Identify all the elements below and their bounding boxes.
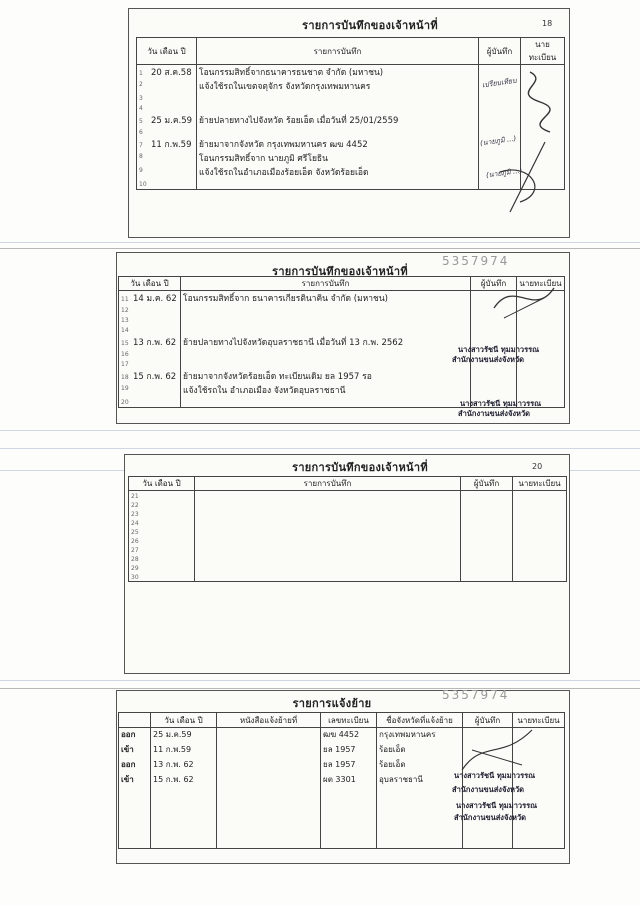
table-row [129,509,567,518]
row-date-cell [137,113,197,127]
section-4-serial: 5357974 [442,688,510,702]
row-number: 8 [139,153,143,160]
move-province [377,818,463,833]
row-number: 2 [139,81,143,88]
row-number: 20 [121,399,129,406]
row-registrar-cell [513,572,567,582]
row-recorder-cell [461,509,513,518]
row-date-cell [119,325,181,335]
move-date: 15 ก.พ. 62 [151,773,217,788]
row-date-cell [119,369,181,383]
section-2-serial: 5357974 [442,254,510,268]
row-date-cell [129,500,195,509]
row-number: 4 [139,105,143,112]
move-letter [217,833,321,849]
table-row [119,369,565,383]
move-province [377,833,463,849]
col-type-header [119,713,151,728]
row-registrar-cell [513,509,567,518]
move-letter [217,743,321,758]
row-date-cell [119,335,181,349]
move-plate [321,818,377,833]
row-number: 29 [131,565,139,572]
row-date-cell [137,137,197,151]
row-number: 19 [121,385,129,392]
move-date: 11 ก.พ.59 [151,743,217,758]
move-province: กรุงเทพมหานคร [377,728,463,744]
row-record-text [195,563,461,572]
row-number: 13 [121,317,129,324]
row-registrar-cell [513,518,567,527]
row-recorder-cell [471,383,517,397]
col-registrar-header: นายทะเบียน [513,477,567,491]
row-date-cell [129,563,195,572]
table-row [129,563,567,572]
row-record-text [195,518,461,527]
row-record-text: แจ้งใช้รถใน อำเภอเมือง จังหวัดอุบลราชธานี [181,383,471,397]
move-type [119,818,151,833]
move-letter [217,803,321,818]
row-recorder-cell [461,554,513,563]
row-date-cell [137,165,197,179]
row-date-cell [129,518,195,527]
row-record-text: แจ้งใช้รถในอำเภอเมืองร้อยเอ็ด จังหวัดร้อยเอ็ด [197,165,479,179]
move-province [377,788,463,803]
row-registrar-cell [517,383,565,397]
move-stamp-2: สำนักงานขนส่งจังหวัด [452,785,525,794]
move-plate [321,833,377,849]
row-date-cell [137,179,197,190]
col-record-header: รายการบันทึก [181,277,471,291]
recorder-signature-2: (นายภูมิ ...) [479,134,517,148]
col-registrar-header: นายทะเบียน [521,38,565,65]
row-recorder-cell [461,500,513,509]
row-recorder-cell [471,369,517,383]
table-row [129,518,567,527]
row-record-text [195,554,461,563]
row-record-text [197,127,479,137]
row-date-cell [129,536,195,545]
move-province: อุบลราชธานี [377,773,463,788]
move-type [119,803,151,818]
table-row [119,833,565,849]
row-date-cell [137,65,197,80]
row-number: 9 [139,167,143,174]
row-date: 15 ก.พ. 62 [133,372,177,382]
row-recorder-cell [461,536,513,545]
row-record-text [195,491,461,501]
row-recorder-cell [461,572,513,582]
col-date-header: วัน เดือน ปี [119,277,181,291]
move-letter [217,758,321,773]
row-record-text [181,359,471,369]
registrar-scribble-2 [484,268,564,328]
table-row [129,500,567,509]
row-date-cell [119,383,181,397]
col-recorder-header: ผู้บันทึก [461,477,513,491]
row-number: 22 [131,502,139,509]
row-recorder-cell [461,491,513,501]
row-date-cell [119,315,181,325]
row-recorder-cell [461,518,513,527]
col-record-header: รายการบันทึก [197,38,479,65]
move-date [151,818,217,833]
move-plate: ยล 1957 [321,743,377,758]
section-2-title: รายการบันทึกของเจ้าหน้าที่ [272,265,408,278]
col-registrar-header: นายทะเบียน [513,713,565,728]
move-registrar-cell [513,833,565,849]
row-record-text [197,179,479,190]
row-record-text [195,536,461,545]
row-registrar-cell [513,527,567,536]
move-letter [217,788,321,803]
row-record-text [195,572,461,582]
move-letter [217,818,321,833]
row-date-cell [137,151,197,165]
row-number: 15 [121,340,129,347]
row-number: 1 [139,70,143,77]
col-record-header: รายการบันทึก [195,477,461,491]
row-record-text: ย้ายมาจากจังหวัด กรุงเทพมหานคร ฒฆ 4452 [197,137,479,151]
move-date [151,833,217,849]
row-record-text: ย้ายมาจากจังหวัดร้อยเอ็ด ทะเบียนเดิม ยล 1957 รอ [181,369,471,383]
row-number: 28 [131,556,139,563]
row-registrar-cell [517,369,565,383]
row-date-cell [137,93,197,103]
row-registrar-cell [513,500,567,509]
move-type: เข้า [119,743,151,758]
row-number: 6 [139,129,143,136]
row-date-cell [119,349,181,359]
row-number: 27 [131,547,139,554]
move-date: 13 ก.พ. 62 [151,758,217,773]
move-date: 25 ม.ค.59 [151,728,217,744]
row-record-text [181,305,471,315]
row-record-text: โอนกรรมสิทธิ์จากธนาคารธนชาต จำกัด (มหาชน) [197,65,479,80]
col-plate-header: เลขทะเบียน [321,713,377,728]
official-stamp-2-office: สำนักงานขนส่งจังหวัด [458,409,531,418]
official-stamp-2: นางสาวรัชนี ทุมมาวรรณ [460,399,542,408]
row-record-text: ย้ายปลายทางไปจังหวัดอุบลราชธานี เมื่อวันที่ 13 ก.พ. 2562 [181,335,471,349]
row-record-text [195,527,461,536]
table-row [129,536,567,545]
row-record-text [195,509,461,518]
row-date-cell [129,491,195,501]
row-recorder-cell [461,545,513,554]
move-plate: ยล 1957 [321,758,377,773]
move-letter [217,728,321,744]
table-row [129,572,567,582]
move-province [377,803,463,818]
col-recorder-header: ผู้บันทึก [463,713,513,728]
row-number: 17 [121,361,129,368]
table-row [129,491,567,501]
row-number: 26 [131,538,139,545]
row-record-text: ย้ายปลายทางไปจังหวัด ร้อยเอ็ด เมื่อวันที่ 25/01/2559 [197,113,479,127]
row-date: 14 ม.ค. 62 [133,294,177,304]
row-registrar-cell [513,536,567,545]
row-registrar-cell [513,563,567,572]
row-record-text [195,500,461,509]
table-row [129,545,567,554]
registrar-scribble-1 [490,62,570,232]
row-number: 10 [139,181,147,188]
row-registrar-cell [513,554,567,563]
row-date: 25 ม.ค.59 [151,116,193,126]
section-4-title: รายการแจ้งย้าย [292,697,372,710]
official-stamp-1: นางสาวรัชนี ทุมมาวรรณ [458,345,540,354]
row-number: 7 [139,142,143,149]
section-3-table [128,476,567,582]
move-type: ออก [119,728,151,744]
move-type [119,788,151,803]
move-stamp-3: นางสาวรัชนี ทุมมาวรรณ [456,801,538,810]
row-record-text [181,315,471,325]
col-letter-header: หนังสือแจ้งย้ายที่ [217,713,321,728]
row-date-cell [137,103,197,113]
move-type: เข้า [119,773,151,788]
col-province-header: ชื่อจังหวัดที่แจ้งย้าย [377,713,463,728]
move-recorder-cell [463,833,513,849]
row-date-cell [129,554,195,563]
table-row [129,554,567,563]
row-record-text: โอนกรรมสิทธิ์จาก นายภูมิ ศรีโยธิน [197,151,479,165]
col-recorder-header: ผู้บันทึก [479,38,521,65]
row-record-text: แจ้งใช้รถในเขตจตุจักร จังหวัดกรุงเทพมหานคร [197,79,479,93]
move-letter [217,773,321,788]
row-date-cell [119,397,181,408]
row-registrar-cell [513,491,567,501]
col-recorder-header: ผู้บันทึก [471,277,517,291]
row-date: 11 ก.พ.59 [151,140,192,150]
row-record-text [197,93,479,103]
section-1-title: รายการบันทึกของเจ้าหน้าที่ [302,19,438,32]
move-stamp-1: นางสาวรัชนี ทุมมาวรรณ [454,771,536,780]
row-registrar-cell [513,545,567,554]
row-number: 16 [121,351,129,358]
row-recorder-cell [461,563,513,572]
move-plate: ผต 3301 [321,773,377,788]
section-3-page-number: 20 [532,462,543,471]
move-plate [321,788,377,803]
row-date-cell [129,527,195,536]
row-date-cell [119,305,181,315]
move-type: ออก [119,758,151,773]
move-type [119,833,151,849]
row-date-cell [129,545,195,554]
row-number: 24 [131,520,139,527]
table-row [129,527,567,536]
row-date-cell [129,509,195,518]
col-date-header: วัน เดือน ปี [137,38,197,65]
row-date-cell [119,291,181,306]
col-date-header: วัน เดือน ปี [151,713,217,728]
move-scribble [452,720,542,780]
row-date-cell [119,359,181,369]
row-record-text [197,103,479,113]
row-number: 5 [139,118,143,125]
row-record-text [195,545,461,554]
table-row [119,383,565,397]
row-recorder-cell [461,527,513,536]
row-record-text [181,397,471,408]
row-date-cell [137,127,197,137]
section-3-title: รายการบันทึกของเจ้าหน้าที่ [292,461,428,474]
official-stamp-1-office: สำนักงานขนส่งจังหวัด [452,355,525,364]
section-1-page-number: 18 [542,19,553,28]
row-date-cell [129,572,195,582]
row-number: 14 [121,327,129,334]
move-plate: ฒฆ 4452 [321,728,377,744]
row-number: 18 [121,374,129,381]
row-number: 3 [139,95,143,102]
row-record-text: โอนกรรมสิทธิ์จาก ธนาคารเกียรตินาคิน จำกัด (มหาชน) [181,291,471,306]
row-number: 23 [131,511,139,518]
row-record-text [181,349,471,359]
move-plate [321,803,377,818]
move-province: ร้อยเอ็ด [377,758,463,773]
row-date: 13 ก.พ. 62 [133,338,177,348]
row-number: 11 [121,296,129,303]
row-date: 20 ส.ค.58 [151,68,192,78]
row-date-cell [137,79,197,93]
col-date-header: วัน เดือน ปี [129,477,195,491]
row-number: 12 [121,307,129,314]
row-number: 30 [131,574,139,581]
move-stamp-4: สำนักงานขนส่งจังหวัด [454,813,527,822]
row-number: 25 [131,529,139,536]
col-registrar-header: นายทะเบียน [517,277,565,291]
row-number: 21 [131,493,139,500]
move-date [151,788,217,803]
move-date [151,803,217,818]
row-record-text [181,325,471,335]
move-province: ร้อยเอ็ด [377,743,463,758]
recorder-signature-1: เปรียบเทียบ [481,76,518,90]
recorder-signature-3: (นายภูมิ ...) [485,166,523,180]
